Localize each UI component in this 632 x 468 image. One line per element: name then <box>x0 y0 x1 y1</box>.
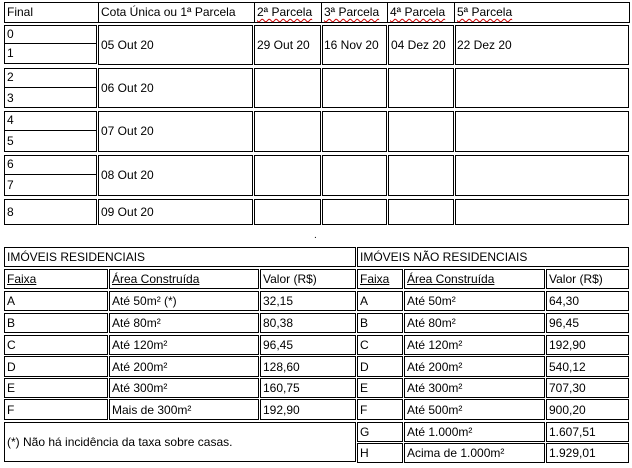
empty-cell <box>388 68 454 108</box>
valor-value: 707,30 <box>549 381 586 395</box>
faixa-cell <box>4 399 108 420</box>
valor-value: 192,90 <box>549 338 586 352</box>
empty-cell <box>322 199 387 225</box>
faixa-cell <box>4 335 108 355</box>
header-parcel-1: Cota Única ou 1ª Parcela <box>101 5 236 19</box>
non-residential-title: IMÓVEIS NÃO RESIDENCIAIS <box>360 250 528 264</box>
faixa-value: D <box>360 360 369 374</box>
date-value: 22 Dez 20 <box>457 38 512 52</box>
header-parcel-3: 3ª Parcela <box>324 5 380 19</box>
faixa-cell <box>4 313 108 333</box>
faixa-value: E <box>360 381 369 395</box>
date-value: 07 Out 20 <box>101 124 154 138</box>
final-digit: 1 <box>7 46 14 60</box>
column-header-faixa: Faixa <box>7 272 37 286</box>
date-value: 06 Out 20 <box>101 81 154 95</box>
empty-cell <box>455 68 629 108</box>
faixa-cell <box>4 378 108 398</box>
empty-cell <box>254 111 321 152</box>
valor-value: 64,30 <box>549 294 580 308</box>
final-cell-6 <box>4 155 97 175</box>
date-value: 04 Dez 20 <box>391 38 446 52</box>
final-cell-3 <box>4 87 97 108</box>
valor-value: 80,38 <box>263 316 294 330</box>
area-value: Até 200m² <box>407 360 463 374</box>
faixa-value: F <box>7 403 15 417</box>
area-value: Até 1.000m² <box>407 425 473 439</box>
faixa-cell <box>4 291 108 311</box>
valor-value: 900,20 <box>549 403 586 417</box>
area-value: Até 300m² <box>112 381 168 395</box>
valor-value: 160,75 <box>263 381 300 395</box>
empty-cell <box>455 155 629 196</box>
valor-value: 128,60 <box>263 360 300 374</box>
final-digit: 2 <box>7 70 14 84</box>
valor-value: 1.929,01 <box>549 446 596 460</box>
empty-cell <box>254 68 321 108</box>
faixa-value: E <box>7 381 16 395</box>
separator-dot: . <box>314 230 317 241</box>
final-cell-0 <box>4 25 97 44</box>
valor-value: 32,15 <box>263 294 294 308</box>
residential-title: IMÓVEIS RESIDENCIAIS <box>7 250 146 264</box>
area-value: Até 300m² <box>407 381 463 395</box>
valor-value: 1.607,51 <box>549 425 596 439</box>
empty-cell <box>388 199 454 225</box>
area-value: Até 50m² (*) <box>112 294 177 308</box>
date-value: 16 Nov 20 <box>324 38 379 52</box>
area-value: Até 120m² <box>407 338 463 352</box>
final-cell-7 <box>4 174 97 196</box>
empty-cell <box>455 111 629 152</box>
final-cell-5 <box>4 130 97 152</box>
column-header-area: Área Construída <box>112 272 200 286</box>
area-value: Até 80m² <box>112 316 161 330</box>
area-value: Até 500m² <box>407 403 463 417</box>
empty-cell <box>254 155 321 196</box>
header-parcel-5: 5ª Parcela <box>457 5 513 19</box>
faixa-value: B <box>360 316 369 330</box>
valor-value: 192,90 <box>263 403 300 417</box>
final-digit: 7 <box>7 178 14 192</box>
final-digit: 0 <box>7 27 14 41</box>
final-cell-2 <box>4 68 97 88</box>
column-header-faixa: Faixa <box>360 272 390 286</box>
area-value: Até 50m² <box>407 294 456 308</box>
area-value: Mais de 300m² <box>112 403 192 417</box>
header-parcel-4: 4ª Parcela <box>390 5 446 19</box>
faixa-value: F <box>360 403 368 417</box>
faixa-value: B <box>7 316 16 330</box>
date-value: 09 Out 20 <box>101 205 154 219</box>
final-digit: 8 <box>7 205 14 219</box>
final-digit: 4 <box>7 113 14 127</box>
faixa-value: C <box>360 338 369 352</box>
column-header-area: Área Construída <box>407 272 495 286</box>
date-value: 05 Out 20 <box>101 38 154 52</box>
empty-cell <box>455 199 629 225</box>
faixa-value: G <box>360 425 370 439</box>
empty-cell <box>322 155 387 196</box>
faixa-value: A <box>360 294 369 308</box>
faixa-value: C <box>7 338 16 352</box>
area-value: Até 80m² <box>407 316 456 330</box>
valor-value: 540,12 <box>549 360 586 374</box>
final-cell-4 <box>4 111 97 131</box>
header-parcel-2: 2ª Parcela <box>257 5 313 19</box>
area-value: Até 120m² <box>112 338 168 352</box>
empty-cell <box>388 155 454 196</box>
area-value: Até 200m² <box>112 360 168 374</box>
faixa-cell <box>4 356 108 377</box>
footnote-text: (*) Não há incidência da taxa sobre casas. <box>7 435 233 449</box>
empty-cell <box>322 111 387 152</box>
column-header-valor: Valor (R$) <box>549 272 603 286</box>
final-digit: 5 <box>7 134 14 148</box>
final-digit: 3 <box>7 91 14 105</box>
final-cell-1 <box>4 43 97 64</box>
valor-value: 96,45 <box>549 316 580 330</box>
final-digit: 6 <box>7 157 14 171</box>
faixa-value: H <box>360 446 369 460</box>
valor-value: 96,45 <box>263 338 294 352</box>
empty-cell <box>388 111 454 152</box>
final-cell-8 <box>4 199 97 225</box>
faixa-value: D <box>7 360 16 374</box>
empty-cell <box>322 68 387 108</box>
empty-cell <box>254 199 321 225</box>
date-value: 29 Out 20 <box>257 38 310 52</box>
area-value: Acima de 1.000m² <box>407 446 505 460</box>
header-final: Final <box>7 5 34 19</box>
faixa-value: A <box>7 294 16 308</box>
date-value: 08 Out 20 <box>101 168 154 182</box>
column-header-valor: Valor (R$) <box>263 272 317 286</box>
